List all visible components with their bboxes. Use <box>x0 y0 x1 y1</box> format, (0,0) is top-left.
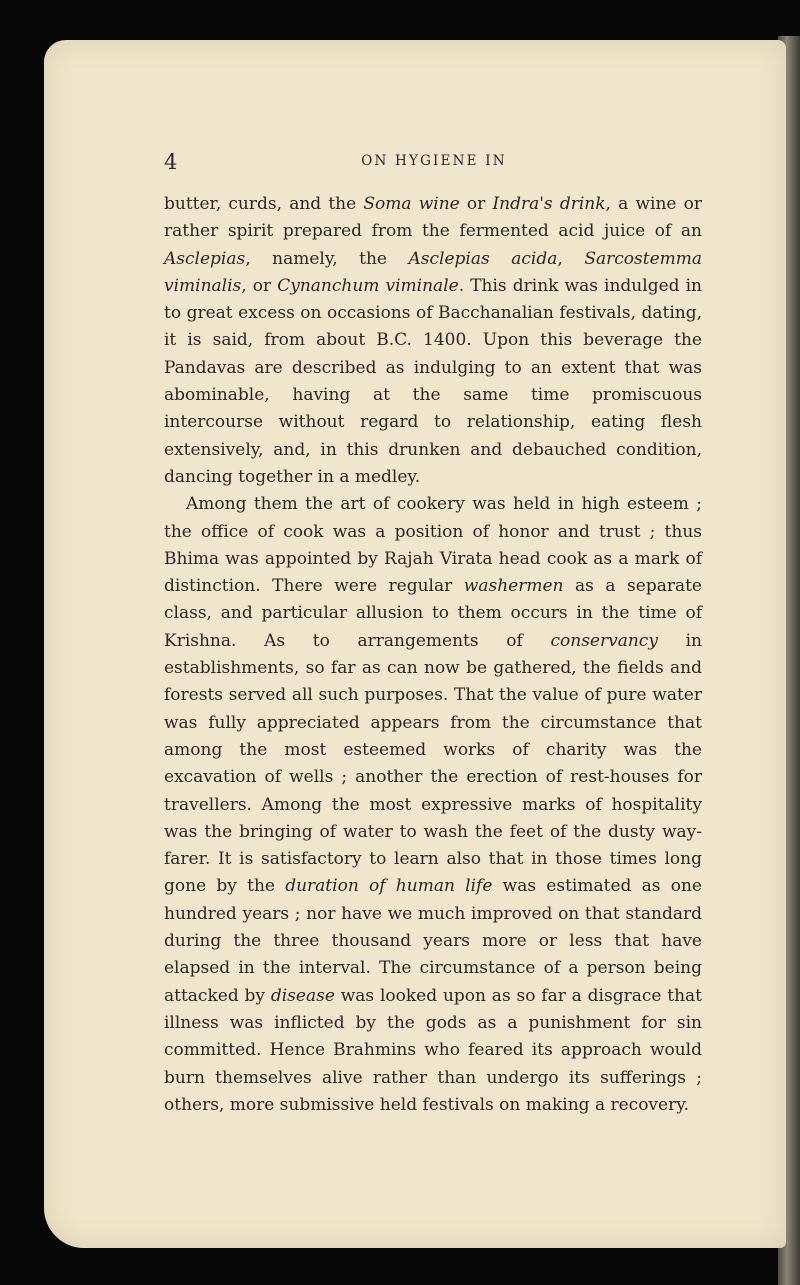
running-head: ON HYGIENE IN <box>361 153 507 169</box>
paragraph <box>164 191 702 491</box>
text-run: , <box>557 248 585 269</box>
text-run: was looked upon as so far a disgrace that illness was inflicted by the gods as a punishment for sin committed. Hence Brahmins who feared its approach would burn themselves alive rather than undergo its sufferings ; others, more submissive held festivals on making a recovery. <box>164 985 702 1115</box>
text-run: butter, curds, and the <box>164 194 364 214</box>
page-number: 4 <box>164 150 178 174</box>
text-run: , or <box>241 275 278 296</box>
italic-term: Soma wine <box>363 194 460 214</box>
italic-term: washermen <box>463 576 564 597</box>
italic-term: Cynanchum viminale <box>277 275 459 296</box>
text-run: in establishments, so far as can now be gathered, the fields and forests served all such purposes. That the value of pure water was fully appreciated appears from the circumstance that among the most esteemed works of charity was the excavation of wells ; another the erection of rest-houses for travellers. Among the most expressive marks of hospitality was the bringing of water to wash the feet of the dusty way-farer. It is satisfactory to learn also that in those times long gone by the <box>164 630 702 897</box>
text-run: as a separate class, and particular allusion to them occurs in the time of Krishna. As to arrangements of <box>164 576 702 651</box>
italic-term: Sarcostemma viminalis <box>164 248 702 296</box>
italic-term: disease <box>270 985 335 1006</box>
italic-term: Asclepias acida <box>408 248 558 269</box>
text-run: , a wine or rather spirit prepared from the fermented acid juice of an <box>164 194 703 242</box>
paragraph <box>164 491 702 1119</box>
italic-term: duration of human life <box>285 876 493 897</box>
text-run: . This drink was indulged in to great excess on occasions of Bacchanalian festivals, dating, it is said, from about B.C. 1400. Upon this beverage the Pandavas are described as indulging to an extent that was abominable, having at the same time promiscuous intercourse without regard to relationship, eating flesh extensively, and, in this drunken and debauched condition, dancing together in a medley. <box>164 275 702 487</box>
page-header <box>164 150 704 174</box>
italic-term: Asclepias <box>164 248 246 269</box>
italic-term: Indra's drink <box>492 194 606 214</box>
text-run: or <box>459 194 493 214</box>
body-text <box>164 191 702 1119</box>
text-run: Among them the art of cookery was held in high esteem ; the office of cook was a position of honor and trust ; thus Bhima was appointed by Rajah Virata head cook as a mark of distinction. There were regular <box>164 494 702 597</box>
text-run: was estimated as one hundred years ; nor have we much improved on that standard during the three thousand years more or less that have elapsed in the interval. The circumstance of a person being attacked by <box>164 876 702 1006</box>
italic-term: conservancy <box>550 630 658 651</box>
text-run: , namely, the <box>245 248 409 269</box>
